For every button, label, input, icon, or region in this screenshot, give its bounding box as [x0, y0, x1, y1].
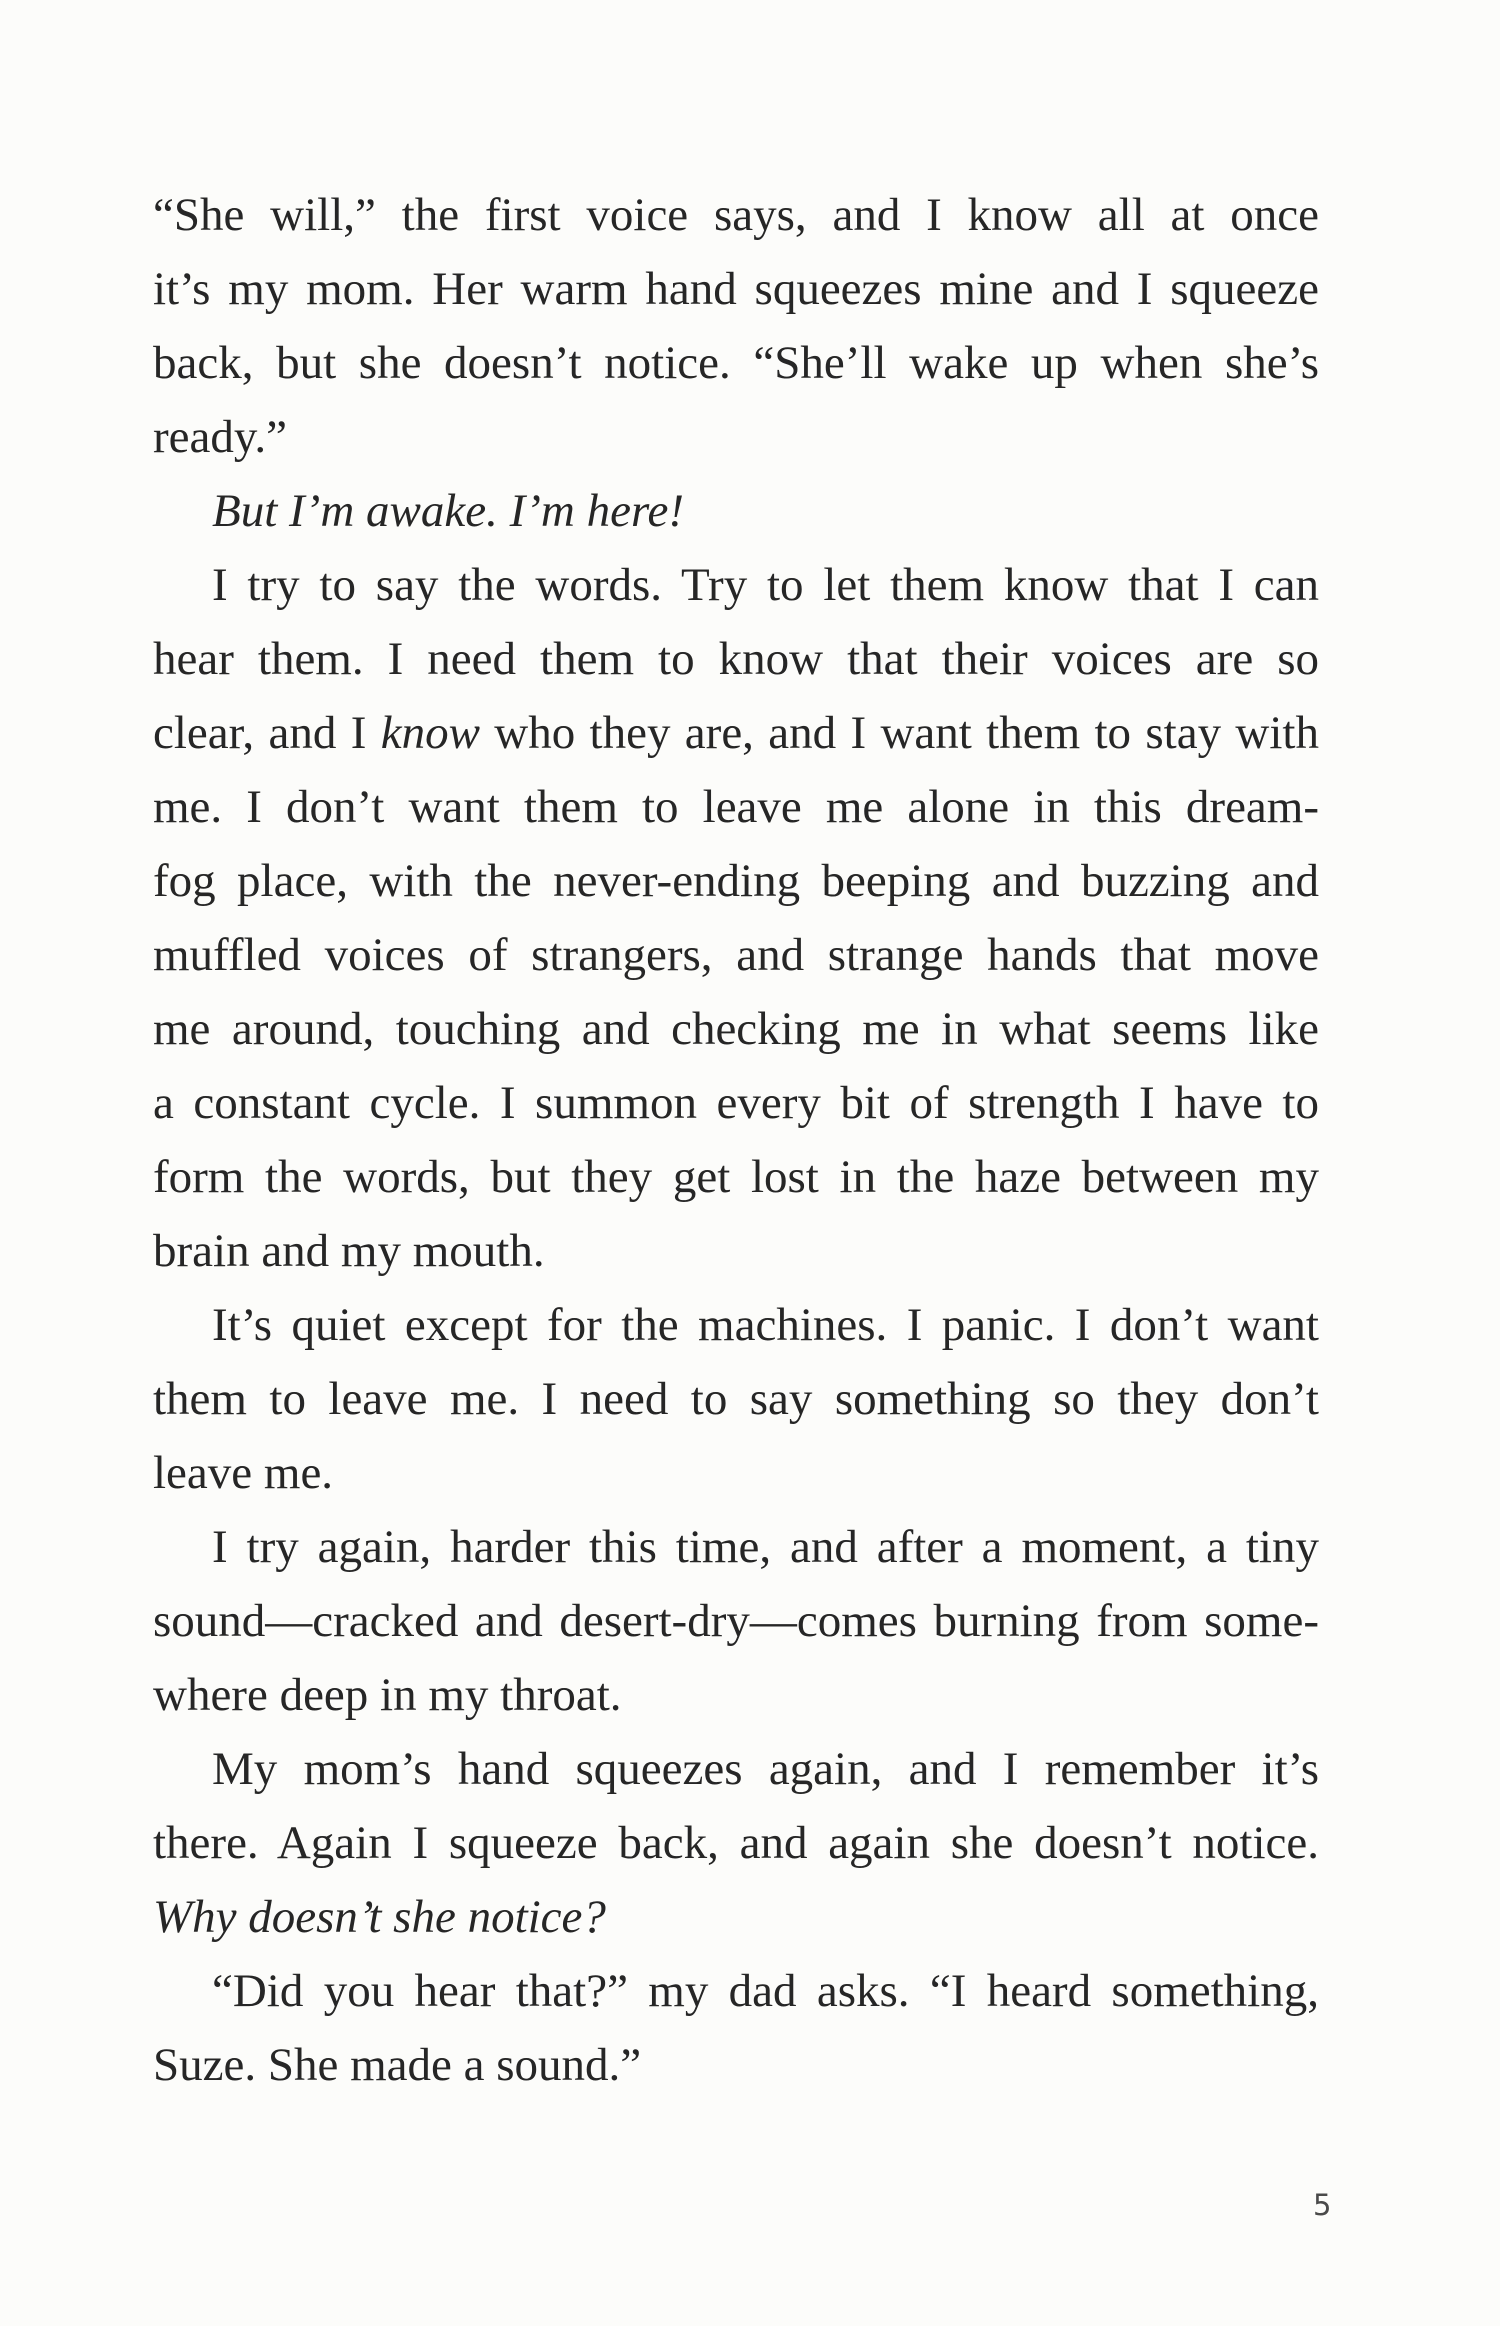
text-line: fog place, with the never-ending beeping and buzzing and [153, 855, 1319, 907]
text-line [153, 696, 1319, 770]
text-line: me. I don’t want them to leave me alone in this dream- [153, 781, 1319, 833]
text-line: “She will,” the first voice says, and I know all at once [153, 189, 1319, 241]
text-line: ready.” [153, 411, 287, 463]
text-line: back, but she doesn’t notice. “She’ll wake up when she’s [153, 337, 1319, 389]
text-line: Suze. She made a sound.” [153, 2039, 642, 2091]
paragraph [153, 1732, 1319, 1954]
text-line: them to leave me. I need to say something so they don’t [153, 1373, 1319, 1425]
text-line: sound—cracked and desert-dry—comes burning from some- [153, 1595, 1319, 1647]
text-line: me around, touching and checking me in what seems like [153, 1003, 1319, 1055]
page-number: 5 [1313, 2188, 1332, 2222]
paragraph [153, 178, 1319, 474]
text-line: it’s my mom. Her warm hand squeezes mine and I squeeze [153, 263, 1319, 315]
text-line: I try again, harder this time, and after a moment, a tiny [212, 1521, 1319, 1573]
paragraph [153, 1510, 1319, 1732]
paragraph [153, 1288, 1319, 1510]
emphasis-word: know [380, 707, 480, 759]
italic-text-line: But I’m awake. I’m here! [212, 485, 684, 537]
text-segment: who they are, and I want them to stay with [479, 707, 1319, 759]
text-line: brain and my mouth. [153, 1225, 545, 1277]
text-line: where deep in my throat. [153, 1669, 622, 1721]
text-segment: clear, and I [153, 707, 381, 759]
text-line: a constant cycle. I summon every bit of strength I have to [153, 1077, 1319, 1129]
text-line: “Did you hear that?” my dad asks. “I heard something, [212, 1965, 1319, 2017]
text-line: I try to say the words. Try to let them know that I can [212, 559, 1319, 611]
text-line: form the words, but they get lost in the haze between my [153, 1151, 1319, 1203]
text-line: there. Again I squeeze back, and again she doesn’t notice. [153, 1817, 1319, 1869]
italic-text-line: Why doesn’t she notice? [153, 1891, 606, 1943]
text-line: muffled voices of strangers, and strange hands that move [153, 929, 1319, 981]
paragraph [153, 474, 1319, 548]
body-text [153, 178, 1319, 2102]
text-line: leave me. [153, 1447, 334, 1499]
text-line: It’s quiet except for the machines. I panic. I don’t want [212, 1299, 1319, 1351]
paragraph [153, 1954, 1319, 2102]
text-line: My mom’s hand squeezes again, and I remember it’s [212, 1743, 1319, 1795]
paragraph [153, 548, 1319, 1288]
text-line: hear them. I need them to know that their voices are so [153, 633, 1319, 685]
